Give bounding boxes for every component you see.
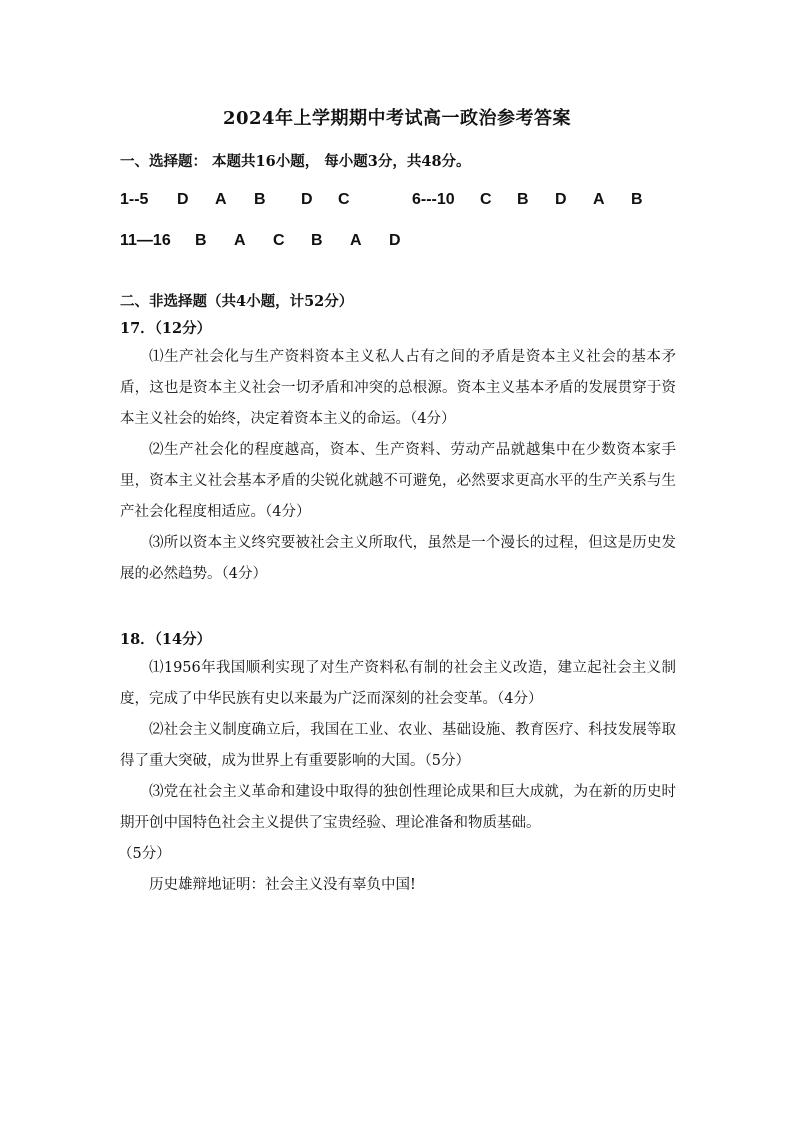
section-multiple-choice-heading: 一、选择题： 本题共16小题， 每小题3分，共48分。 bbox=[120, 153, 471, 170]
mc-answer: D bbox=[301, 191, 313, 208]
mc-answer: B bbox=[631, 191, 643, 208]
question-18-label: 18．（14分） bbox=[120, 631, 212, 648]
mc-answer: B bbox=[195, 232, 207, 249]
question-17-answer-3: ⑶所以资本主义终究要被社会主义所取代，虽然是一个漫长的过程，但这是历史发展的必然趋势。（4分） bbox=[120, 535, 676, 582]
question-17-answer-1: ⑴生产社会化与生产资料资本主义私人占有之间的矛盾是资本主义社会的基本矛盾，这也是资本主义社会一切矛盾和冲突的总根源。资本主义基本矛盾的发展贯穿于资本主义社会的始终，决定着资本主义的命运。（4分） bbox=[120, 349, 676, 427]
mc-answer: C bbox=[480, 191, 492, 208]
question-18-conclusion: 历史雄辩地证明：社会主义没有辜负中国! bbox=[149, 877, 416, 893]
mc-answer: B bbox=[254, 191, 266, 208]
page-title: 2024年上学期期中考试高一政治参考答案 bbox=[222, 108, 572, 129]
question-18-answer-2: ⑵社会主义制度确立后，我国在工业、农业、基础设施、教育医疗、科技发展等取得了重大突破，成为世界上有重要影响的大国。（5分） bbox=[120, 722, 676, 769]
mc-range-label: 11—16 bbox=[120, 232, 171, 249]
mc-answer: D bbox=[555, 191, 567, 208]
mc-answer: C bbox=[338, 191, 350, 208]
mc-answer: A bbox=[593, 191, 605, 208]
mc-answer: D bbox=[389, 232, 401, 249]
question-18-answer-1: ⑴1956年我国顺利实现了对生产资料私有制的社会主义改造，建立起社会主义制度，完成了中华民族有史以来最为广泛而深刻的社会变革。（4分） bbox=[120, 660, 676, 707]
mc-answer: A bbox=[234, 232, 246, 249]
mc-range-label: 1--5 bbox=[120, 191, 149, 208]
mc-answer: C bbox=[273, 232, 285, 249]
question-17-answer-2: ⑵生产社会化的程度越高，资本、生产资料、劳动产品就越集中在少数资本家手里，资本主义社会基本矛盾的尖锐化就越不可避免，必然要求更高水平的生产关系与生产社会化程度相适应。（4分） bbox=[120, 442, 676, 520]
mc-answer: A bbox=[215, 191, 227, 208]
question-18-answer-3: ⑶党在社会主义革命和建设中取得的独创性理论成果和巨大成就，为在新的历史时期开创中国特色社会主义提供了宝贵经验、理论准备和物质基础。 bbox=[120, 784, 676, 831]
question-18-answer-3-score: （5分） bbox=[118, 846, 171, 862]
mc-range-label: 6---10 bbox=[412, 191, 455, 208]
mc-answer: B bbox=[517, 191, 529, 208]
mc-answer: B bbox=[311, 232, 323, 249]
mc-answer: D bbox=[177, 191, 189, 208]
section-open-questions-heading: 二、非选择题（共4小题，计52分） bbox=[120, 293, 354, 310]
question-17-label: 17．（12分） bbox=[120, 320, 212, 337]
mc-answer: A bbox=[350, 232, 362, 249]
